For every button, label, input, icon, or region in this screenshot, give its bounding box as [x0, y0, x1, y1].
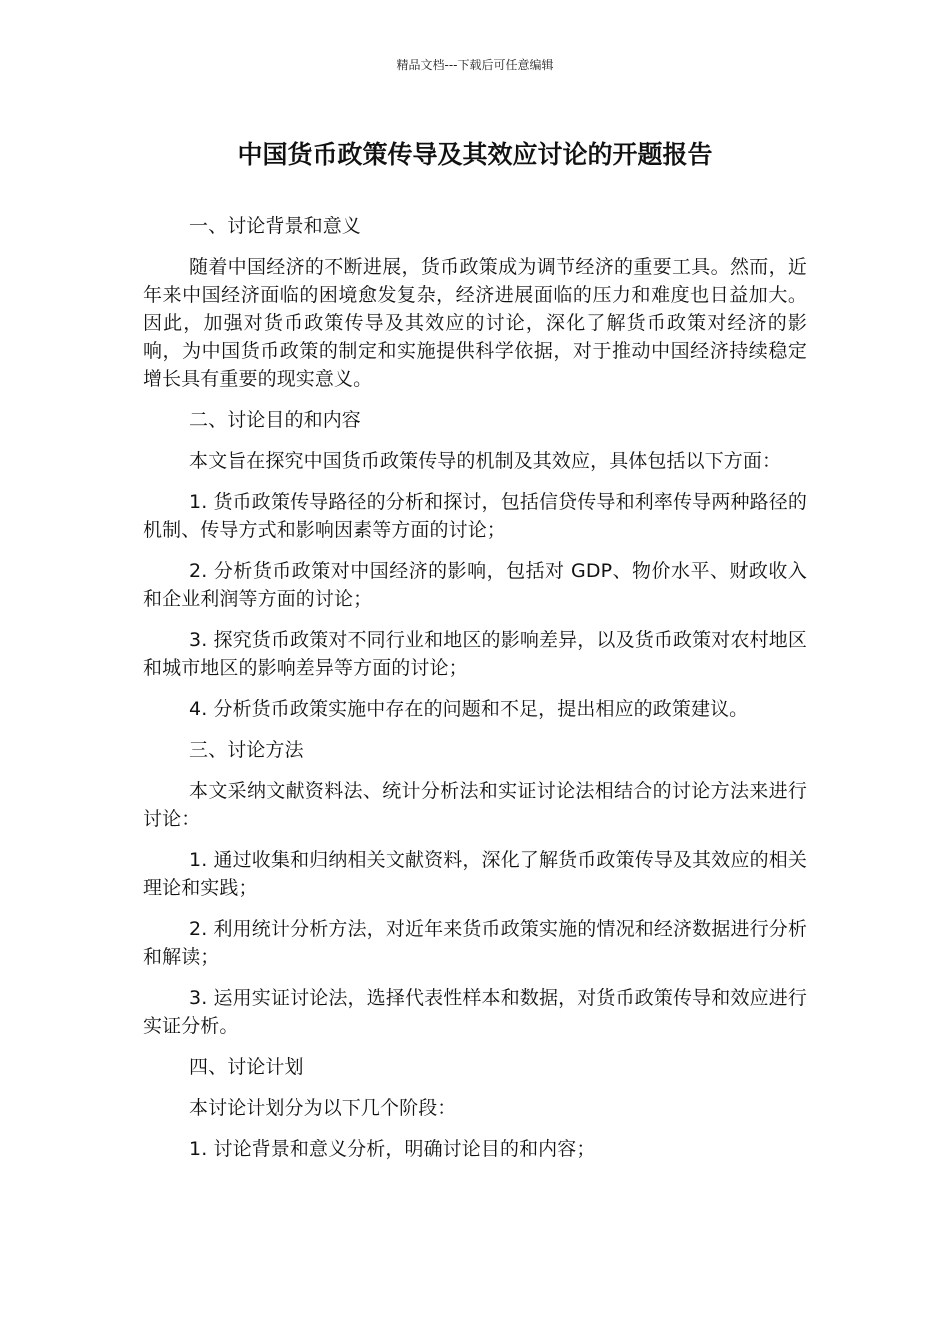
section-heading-purpose: 二、讨论目的和内容: [189, 409, 361, 431]
document-body: [143, 212, 807, 1176]
list-item-plan-1: 1. 讨论背景和意义分析，明确讨论目的和内容；: [189, 1138, 596, 1160]
page-header: 精品文档---下载后可任意编辑: [396, 58, 554, 72]
list-item-method-2: 2. 利用统计分析方法，对近年来货币政策实施的情况和经济数据进行分析和解读；: [143, 918, 807, 968]
list-item-purpose-1: 1. 货币政策传导路径的分析和探讨，包括信贷传导和利率传导两种路径的机制、传导方式和影响因素等方面的讨论；: [143, 491, 807, 541]
list-item-purpose-2: 2. 分析货币政策对中国经济的影响，包括对 GDP、物价水平、财政收入和企业利润等方面的讨论；: [143, 560, 807, 610]
paragraph-background: 随着中国经济的不断进展，货币政策成为调节经济的重要工具。然而，近年来中国经济面临的困境愈发复杂，经济进展面临的压力和难度也日益加大。因此，加强对货币政策传导及其效应的讨论，深化了解货币政策对经济的影响，为中国货币政策的制定和实施提供科学依据，对于推动中国经济持续稳定增长具有重要的现实意义。: [143, 256, 807, 390]
paragraph-method-intro: 本文采纳文献资料法、统计分析法和实证讨论法相结合的讨论方法来进行讨论：: [143, 780, 807, 830]
section-heading-plan: 四、讨论计划: [189, 1056, 304, 1078]
section-heading-method: 三、讨论方法: [189, 739, 304, 761]
list-item-method-1: 1. 通过收集和归纳相关文献资料，深化了解货币政策传导及其效应的相关理论和实践；: [143, 849, 807, 899]
paragraph-plan-intro: 本讨论计划分为以下几个阶段：: [189, 1097, 457, 1119]
list-item-purpose-4: 4. 分析货币政策实施中存在的问题和不足，提出相应的政策建议。: [189, 698, 749, 720]
section-heading-background: 一、讨论背景和意义: [189, 215, 361, 237]
list-item-method-3: 3. 运用实证讨论法，选择代表性样本和数据，对货币政策传导和效应进行实证分析。: [143, 987, 807, 1037]
paragraph-purpose-intro: 本文旨在探究中国货币政策传导的机制及其效应，具体包括以下方面：: [189, 450, 782, 472]
list-item-purpose-3: 3. 探究货币政策对不同行业和地区的影响差异，以及货币政策对农村地区和城市地区的影响差异等方面的讨论；: [143, 629, 807, 679]
document-title: 中国货币政策传导及其效应讨论的开题报告: [237, 140, 713, 169]
